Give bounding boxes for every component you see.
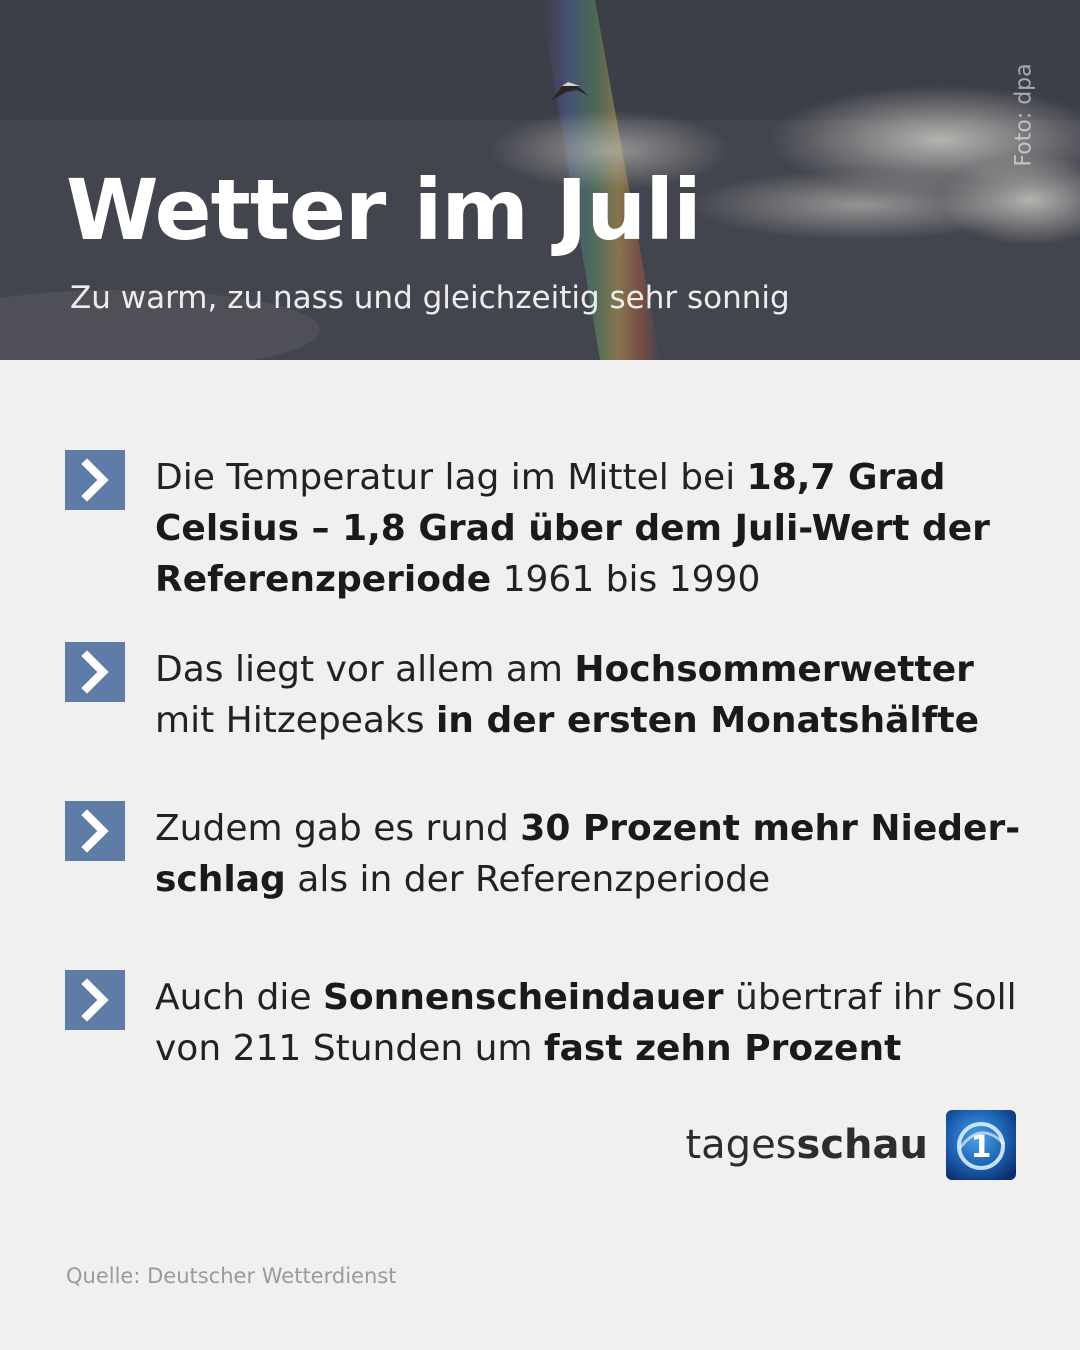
list-item-emphasis: 18,7 Grad Celsius – 1,8 Grad über dem Juli-Wert der Referenzperiode [155, 457, 990, 600]
chevron-right-icon [65, 801, 125, 861]
brand-word-light: tages [685, 1122, 797, 1168]
list-item-text [155, 972, 1035, 1074]
list-item-run: übertraf ihr Soll von 211 Stunden um [155, 977, 1017, 1069]
list-item-text [155, 452, 1035, 605]
page-subtitle: Zu warm, zu nass und gleichzeitig sehr sonnig [70, 280, 790, 316]
list-item-text [155, 644, 1035, 746]
list-item-run: Die Temperatur lag im Mittel bei [155, 457, 747, 498]
brand-wordmark [685, 1122, 928, 1168]
das-erste-logo-icon [946, 1110, 1016, 1180]
list-item-emphasis: Sonnenscheindauer [322, 977, 724, 1018]
source-note: Quelle: Deutscher Wetterdienst [66, 1264, 397, 1288]
page-title: Wetter im Juli [66, 161, 701, 259]
list-item-run: Zudem gab es rund [155, 808, 521, 849]
photo-credit: Foto: dpa [1011, 63, 1037, 167]
chevron-right-icon [65, 450, 125, 510]
chevron-right-icon [65, 642, 125, 702]
header-photo [0, 0, 1080, 360]
list-item-emphasis: in der ersten Monatshälfte [435, 700, 979, 741]
list-item-text [155, 803, 1035, 905]
brand-lockup [685, 1110, 1016, 1182]
list-item-emphasis: Hochsommerwetter [574, 649, 974, 690]
list-item-emphasis: fast zehn Prozent [543, 1028, 902, 1069]
list-item-run: Das liegt vor allem am [155, 649, 575, 690]
list-item-run: 1961 bis 1990 [491, 559, 761, 600]
logo-text: 1 [970, 1130, 992, 1165]
brand-word-bold: schau [796, 1122, 928, 1168]
list-item-run: als in der Referenzperiode [285, 859, 771, 900]
list-item-emphasis: 30 Prozent mehr Nieder-schlag [155, 808, 1021, 900]
list-item-run: Auch die [155, 977, 323, 1018]
chevron-right-icon [65, 970, 125, 1030]
list-item-run: mit Hitzepeaks [155, 700, 436, 741]
